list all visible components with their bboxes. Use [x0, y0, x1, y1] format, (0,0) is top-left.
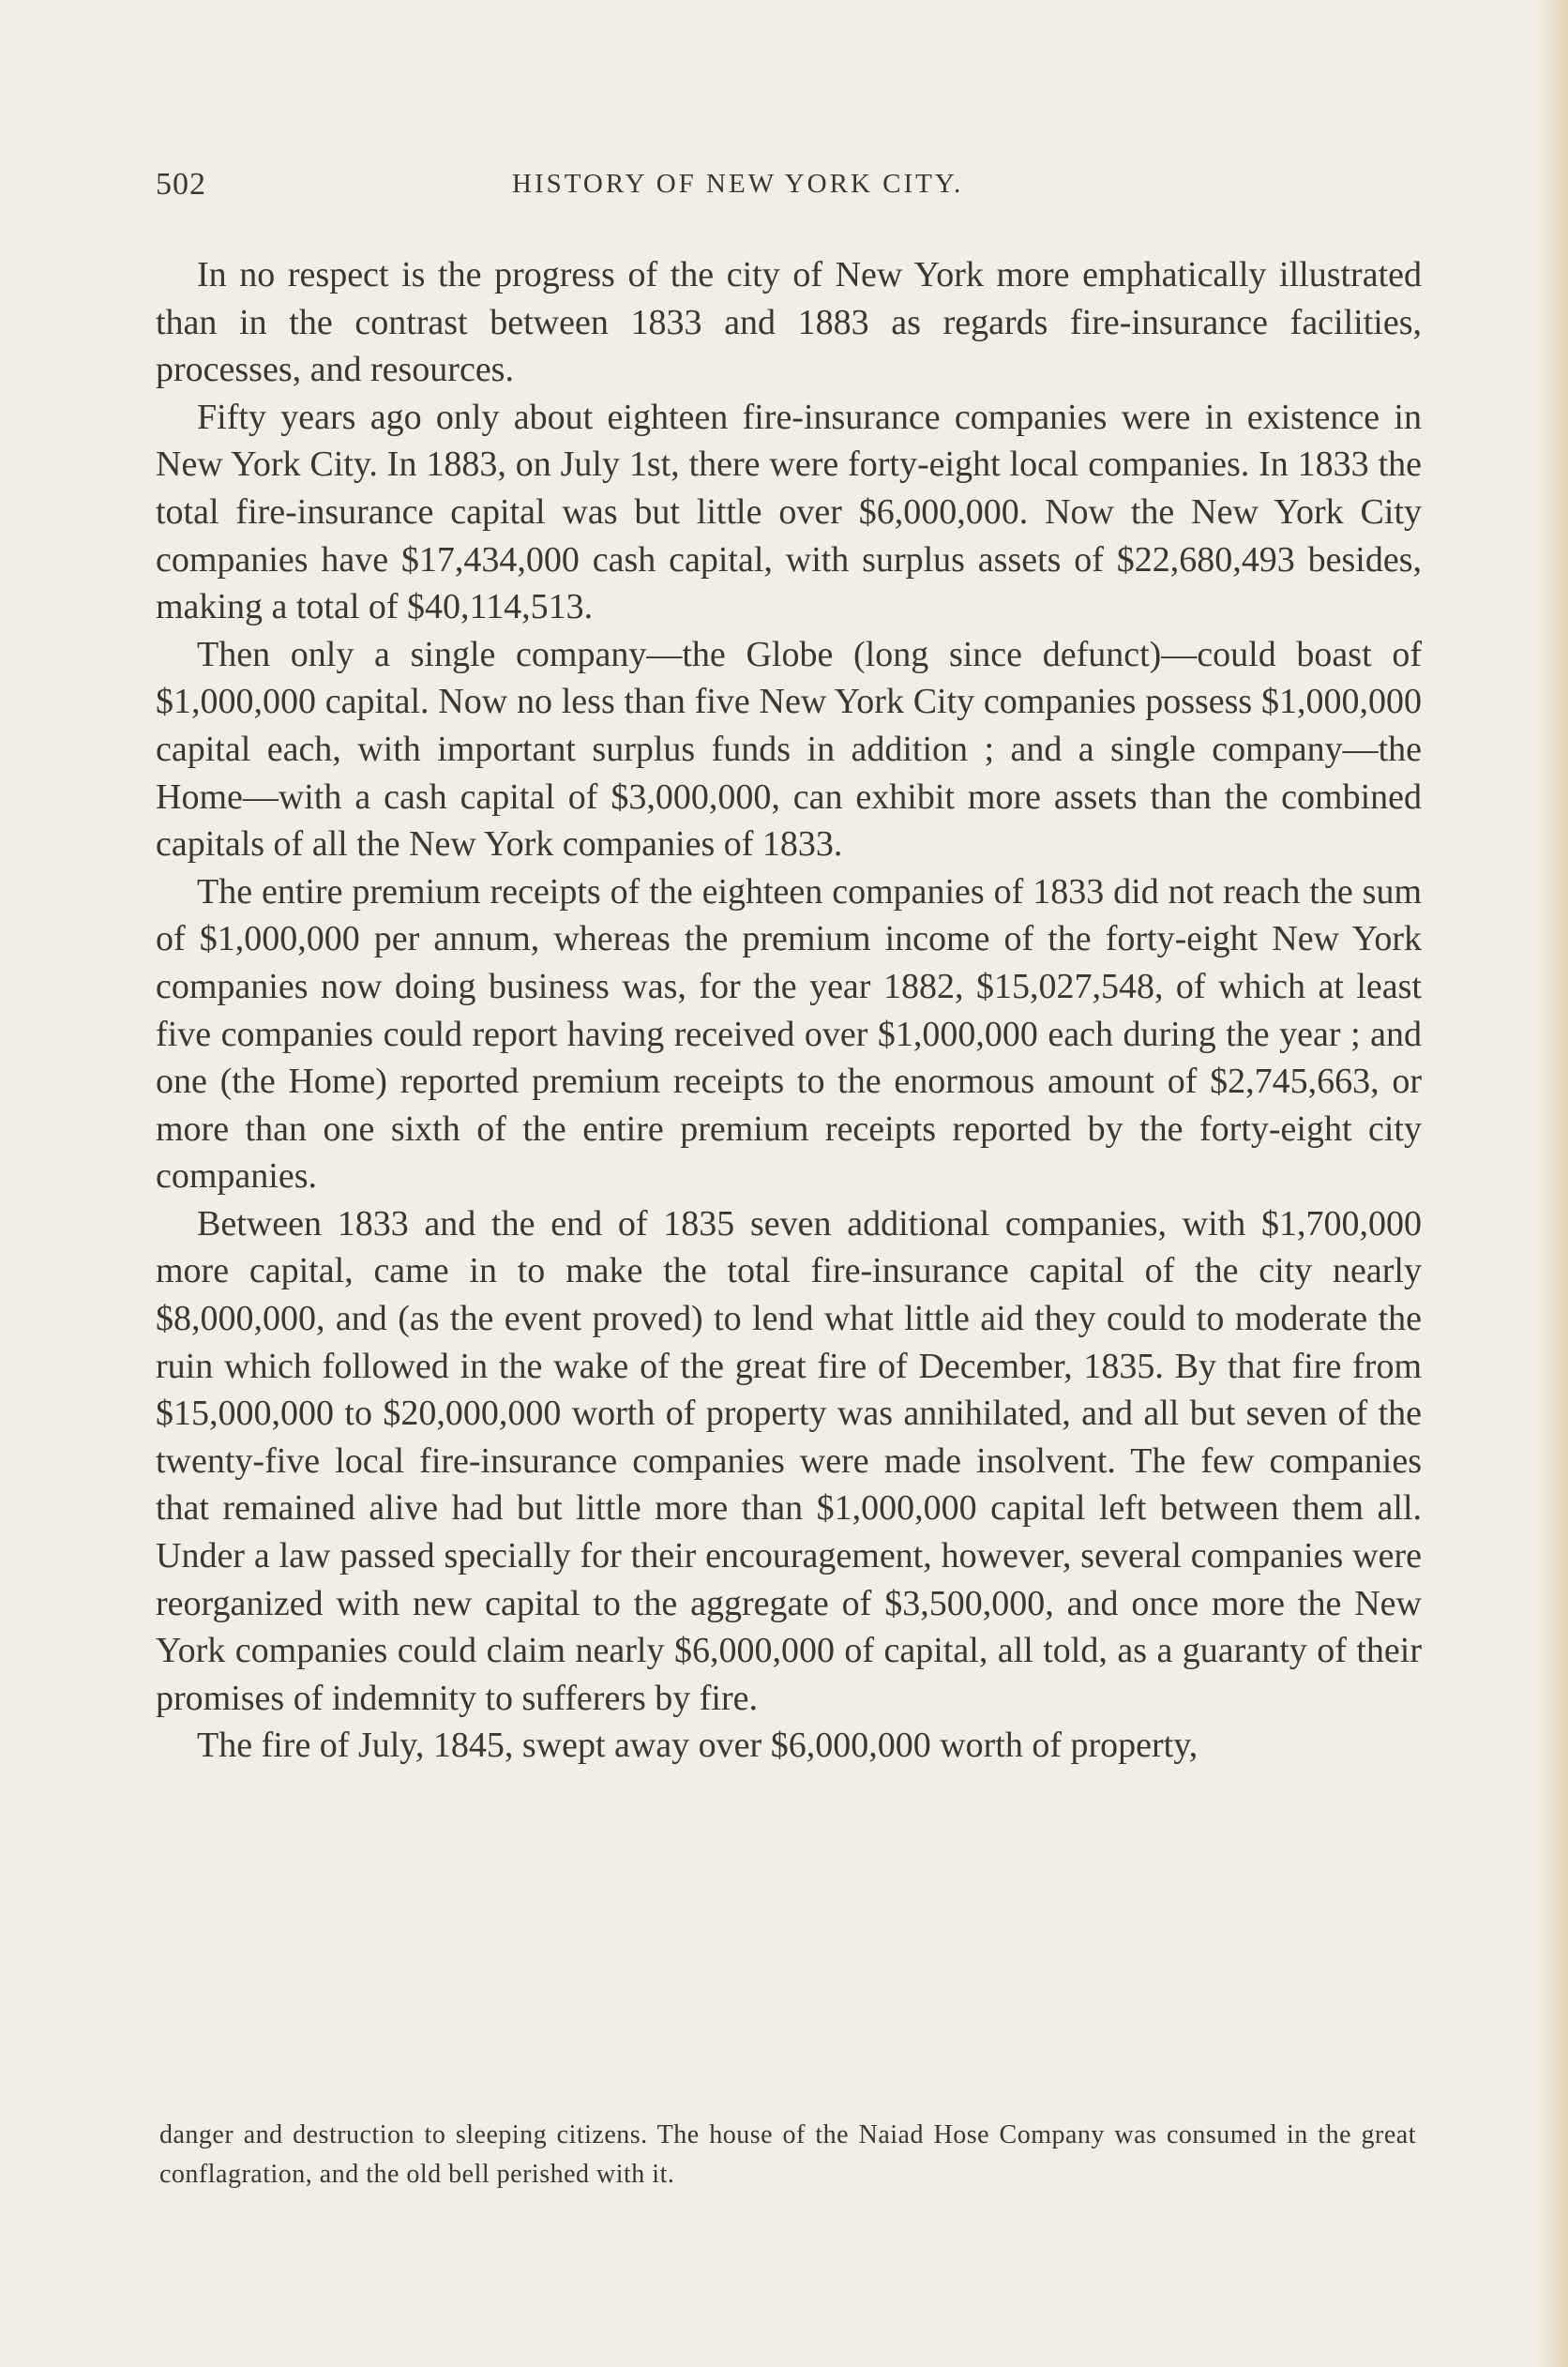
footnote-text: danger and destruction to sleeping citizens. The house of the Naiad Hose Company was consumed in the great conflagration, and the old bell perished with it.	[159, 2120, 1416, 2189]
paragraph: The fire of July, 1845, swept away over $6,000,000 worth of property,	[197, 1726, 1199, 1766]
paragraph: In no respect is the progress of the city of New York more emphatically illustrated than in the contrast between 1833 and 1883 as regards fire-insurance facilities, processes, and resources.	[156, 255, 1422, 390]
paragraph: The entire premium receipts of the eighteen companies of 1833 did not reach the sum of $1,000,000 per annum, whereas the premium income of the forty-eight New York companies now doing business was, for the year 1882, $15,027,548, of which at least five companies could report having received over $1,000,000 each during the year ; and one (the Home) reported premium receipts to the enormous amount of $2,745,663, or more than one sixth of the entire premium receipts reported by the forty-eight city companies.	[156, 871, 1422, 1197]
paragraph: Fifty years ago only about eighteen fire-insurance companies were in existence in New York City. In 1883, on July 1st, there were forty-eight local companies. In 1833 the total fire-insurance capital was but little over $6,000,000. Now the New York City companies have $17,434,000 cash capital, with surplus assets of $22,680,493 besides, making a total of $40,114,513.	[156, 397, 1422, 627]
page-edge-shading	[1536, 0, 1568, 2367]
page-header	[156, 167, 1417, 212]
footnote	[159, 2116, 1416, 2194]
body-text	[156, 251, 1422, 1770]
page-number: 502	[156, 167, 206, 202]
paragraph: Between 1833 and the end of 1835 seven additional companies, with $1,700,000 more capital, came in to make the total fire-insurance capital of the city nearly $8,000,000, and (as the event proved) to lend what little aid they could to moderate the ruin which followed in the wake of the great fire of December, 1835. By that fire from $15,000,000 to $20,000,000 worth of property was annihilated, and all but seven of the twenty-five local fire-insurance companies were made insolvent. The few companies that remained alive had but little more than $1,000,000 capital left between them all. Under a law passed specially for their encouragement, however, several companies were reorganized with new capital to the aggregate of $3,500,000, and once more the New York companies could claim nearly $6,000,000 of capital, all told, as a guaranty of their promises of indemnity to sufferers by fire.	[156, 1203, 1422, 1718]
paragraph: Then only a single company—the Globe (long since defunct)—could boast of $1,000,000 capital. Now no less than five New York City companies possess $1,000,000 capital each, with important surplus funds in addition ; and a single company—the Home—with a cash capital of $3,000,000, can exhibit more assets than the combined capitals of all the New York companies of 1833.	[156, 634, 1422, 865]
running-head: HISTORY OF NEW YORK CITY.	[512, 169, 964, 199]
